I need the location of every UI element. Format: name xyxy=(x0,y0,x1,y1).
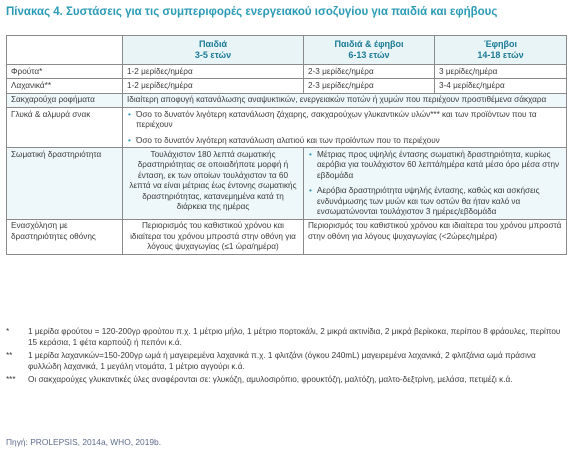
footnote-mark: ** xyxy=(6,351,13,360)
footnote-mark: * xyxy=(6,327,10,336)
cell-fruits-6-13: 2-3 μερίδες/ημέρα xyxy=(304,65,435,79)
table-title: Πίνακας 4. Συστάσεις για τις συμπεριφορές ενεργειακού ισοζυγίου για παιδιά και εφήβους xyxy=(6,6,498,18)
cell-sugary-drinks: Ιδιαίτερη αποφυγή κατανάλωσης αναψυκτικών, ενεργειακών ποτών ή χυμών που περιέχουν προστιθέμενα σάκχαρα xyxy=(123,93,567,107)
table-row-snacks xyxy=(7,108,567,148)
table-row-sugary-drinks xyxy=(7,93,567,107)
table-row-screen-time xyxy=(7,219,567,254)
table-row-physical-activity xyxy=(7,148,567,219)
footnote-fruit xyxy=(6,326,566,348)
cell-vegetables-3-5: 1-2 μερίδες/ημέρα xyxy=(123,79,304,93)
row-label-vegetables: Λαχανικά** xyxy=(7,79,123,93)
bullet-high-intensity: • Αερόβια δραστηριότητα υψηλής έντασης, καθώς και ασκήσεις ενδυνάμωσης των μυών και των οστών θα ήταν καλό να ενσωματώνονται τουλάχιστον 3 ημέρες/εβδομάδα xyxy=(317,186,562,217)
cell-screen-3-5: Περιορισμός του καθιστικού χρόνου και ιδιαίτερα του χρόνου μπροστά στην οθόνη για λόγους ψυχαγωγίας (≤1 ώρα/ημέρα) xyxy=(123,219,304,254)
row-label-fruits: Φρούτα* xyxy=(7,65,123,79)
cell-fruits-3-5: 1-2 μερίδες/ημέρα xyxy=(123,65,304,79)
table-row-vegetables xyxy=(7,79,567,93)
header-teens-14-18: Έφηβοι 14-18 ετών xyxy=(435,36,567,65)
header-row xyxy=(7,36,567,65)
cell-activity-6-18 xyxy=(304,148,567,219)
recommendations-table xyxy=(6,35,567,255)
row-label-snacks: Γλυκά & αλμυρά σνακ xyxy=(7,108,123,148)
bullet-moderate-activity: • Μέτριας προς υψηλής έντασης σωματική δραστηριότητα, κυρίως αερόβια για τουλάχιστον 60 λεπτά/ημέρα κατά μέσο όρο μέσα στην εβδομάδα xyxy=(317,150,562,181)
bullet-sugar: • Όσο το δυνατόν λιγότερη κατανάλωση ζάχαρης, σακχαρούχων γλυκαντικών υλών*** και των προϊόντων που τα περιέχουν xyxy=(136,110,562,131)
table-row-fruits xyxy=(7,65,567,79)
cell-snacks xyxy=(123,108,567,148)
header-children-6-13: Παιδιά & έφηβοι 6-13 ετών xyxy=(304,36,435,65)
footnote-vegetables xyxy=(6,350,566,372)
footnote-text: Οι σακχαρούχες γλυκαντικές ύλες αναφέρονται σε: γλυκόζη, αμυλοσιρόπιο, φρουκτόζη, μαλτόζη, μαλτο-δεξτρίνη, μελάσα, πετιμέζι κ.ά. xyxy=(28,375,513,384)
cell-screen-6-18: Περιορισμός του καθιστικού χρόνου και ιδιαίτερα του χρόνου μπροστά στην οθόνη για λόγους ψυχαγωγίας (<2ώρες/ημέρα) xyxy=(304,219,567,254)
source-citation: Πηγή: PROLEPSIS, 2014a, WHO, 2019b. xyxy=(6,437,162,447)
bullet-salt: • Όσο το δυνατόν λιγότερη κατανάλωση αλατιού και των προϊόντων που το περιέχουν xyxy=(136,136,562,146)
footnote-sweeteners xyxy=(6,374,566,385)
row-label-sugary-drinks: Σακχαρούχα ροφήματα xyxy=(7,93,123,107)
cell-fruits-14-18: 3 μερίδες/ημέρα xyxy=(435,65,567,79)
footnote-text: 1 μερίδα φρούτου = 120-200γρ φρούτου π.χ. 1 μέτριο μήλο, 1 μέτριο πορτοκάλι, 2 μικρά ακτινίδια, 2 μικρά βερίκοκα, περίπου 8 φράουλες, περίπου 15 κεράσια, 1 φέτα καρπούζι ή πεπόνι κ.ά. xyxy=(28,327,561,347)
footnotes xyxy=(6,326,566,387)
cell-activity-3-5: Τουλάχιστον 180 λεπτά σωματικής δραστηριότητας σε οποιαδήποτε μορφή ή ένταση, εκ των οποίων τουλάχιστον τα 60 λεπτά να είναι μέτριας έως έντονης σωματικής δραστηριότητας, κατανεμημένα κατά τη διάρκεια της ημέρας xyxy=(123,148,304,219)
row-label-screen-time: Ενασχόληση με δραστηριότητες οθόνης xyxy=(7,219,123,254)
cell-vegetables-14-18: 3-4 μερίδες/ημέρα xyxy=(435,79,567,93)
row-label-physical-activity: Σωματική δραστηριότητα xyxy=(7,148,123,219)
header-children-3-5: Παιδιά 3-5 ετών xyxy=(123,36,304,65)
header-empty-cell xyxy=(7,36,123,65)
footnote-text: 1 μερίδα λαχανικών=150-200γρ ωμά ή μαγειρεμένα λαχανικά π.χ. 1 φλιτζάνι (όγκου 240mL) μαγειρεμένα λαχανικά, 2 φλιτζάνια ωμά πράσινα φυλλώδη λαχανικά, 1 μεγάλη ντομάτα, 1 μέτριο αγγούρι κ.ά. xyxy=(28,351,536,371)
footnote-mark: *** xyxy=(6,375,16,384)
cell-vegetables-6-13: 2-3 μερίδες/ημέρα xyxy=(304,79,435,93)
